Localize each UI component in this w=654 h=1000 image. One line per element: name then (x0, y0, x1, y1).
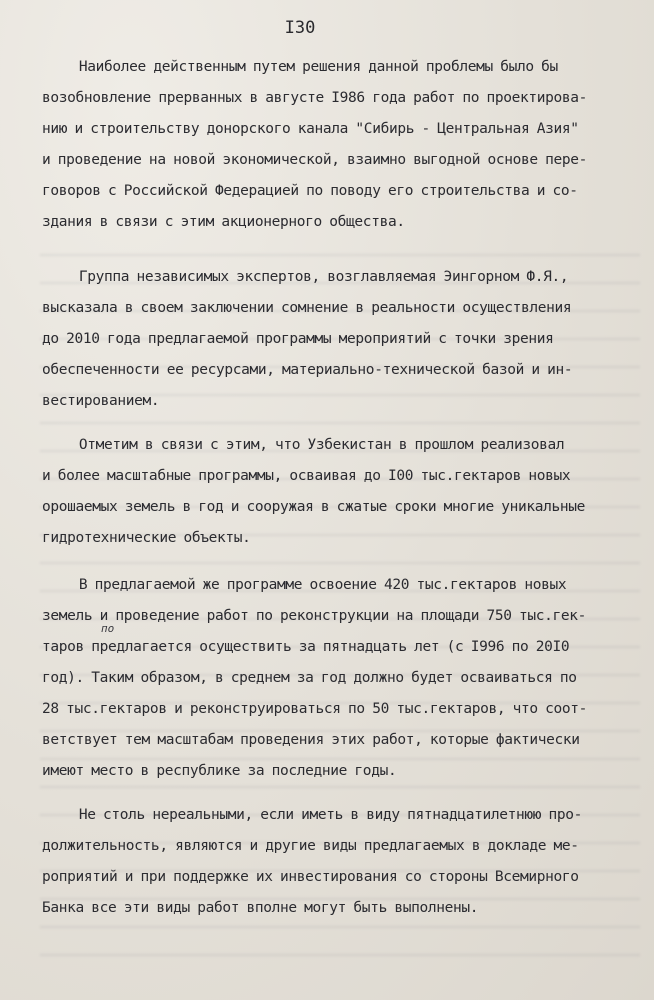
text-line: Наиболее действенным путем решения данной проблемы было бы (42, 59, 558, 75)
text-line: возобновление прерванных в августе I986 года работ по проектирова- (42, 90, 588, 106)
text-line: В предлагаемой же программе освоение 420 тыс.гектаров новых (42, 577, 567, 593)
paragraph-4 (42, 570, 587, 787)
text-line: Не столь нереальными, если иметь в виду пятнадцатилетнюю про- (42, 807, 583, 823)
text-line: гидротехнические объекты. (42, 530, 251, 546)
text-line: год). Таким образом, в среднем за год должно будет осваиваться по (42, 670, 577, 686)
text-line: обеспеченности ее ресурсами, материально-технической базой и ин- (42, 362, 573, 378)
page-number: I30 (284, 18, 316, 38)
paragraph-2 (42, 262, 572, 417)
text-line: вестированием. (42, 393, 160, 409)
text-line: и более масштабные программы, осваивая до I00 тыс.гектаров новых (42, 468, 571, 484)
text-line: здания в связи с этим акционерного общества. (42, 214, 405, 230)
text-line: должительность, являются и другие виды предлагаемых в докладе ме- (42, 838, 579, 854)
text-line: нию и строительству донорского канала "Сибирь - Центральная Азия" (42, 121, 579, 137)
text-line: Банка все эти виды работ вполне могут быть выполнены. (42, 900, 479, 916)
paragraph-1 (42, 52, 587, 238)
handwritten-correction: по (101, 622, 115, 635)
text-line: до 2010 года предлагаемой программы мероприятий с точки зрения (42, 331, 554, 347)
paragraph-5 (42, 800, 582, 924)
text-line: и проведение на новой экономической, взаимно выгодной основе пере- (42, 152, 588, 168)
text-line: Отметим в связи с этим, что Узбекистан в прошлом реализовал (42, 437, 565, 453)
text-line: высказала в своем заключении сомнение в реальности осуществления (42, 300, 572, 316)
text-line: Группа независимых экспертов, возглавляемая Эингорном Ф.Я., (42, 269, 569, 285)
text-line: 28 тыс.гектаров и реконструироваться по 50 тыс.гектаров, что соот- (42, 701, 588, 717)
text-line: роприятий и при поддержке их инвестирования со стороны Всемирного (42, 869, 579, 885)
text-line: орошаемых земель в год и сооружая в сжатые сроки многие уникальные (42, 499, 586, 515)
text-line: ветствует тем масштабам проведения этих работ, которые фактически (42, 732, 580, 748)
paragraph-3 (42, 430, 585, 554)
text-line: таров предлагается осуществить за пятнадцать лет (с I996 по 20I0 (42, 639, 570, 655)
text-line: земель и проведение работ по реконструкции на площади 750 тыс.гек- (42, 608, 587, 624)
text-line: имеют место в республике за последние годы. (42, 763, 397, 779)
text-line: говоров с Российской Федерацией по поводу его строительства и со- (42, 183, 578, 199)
